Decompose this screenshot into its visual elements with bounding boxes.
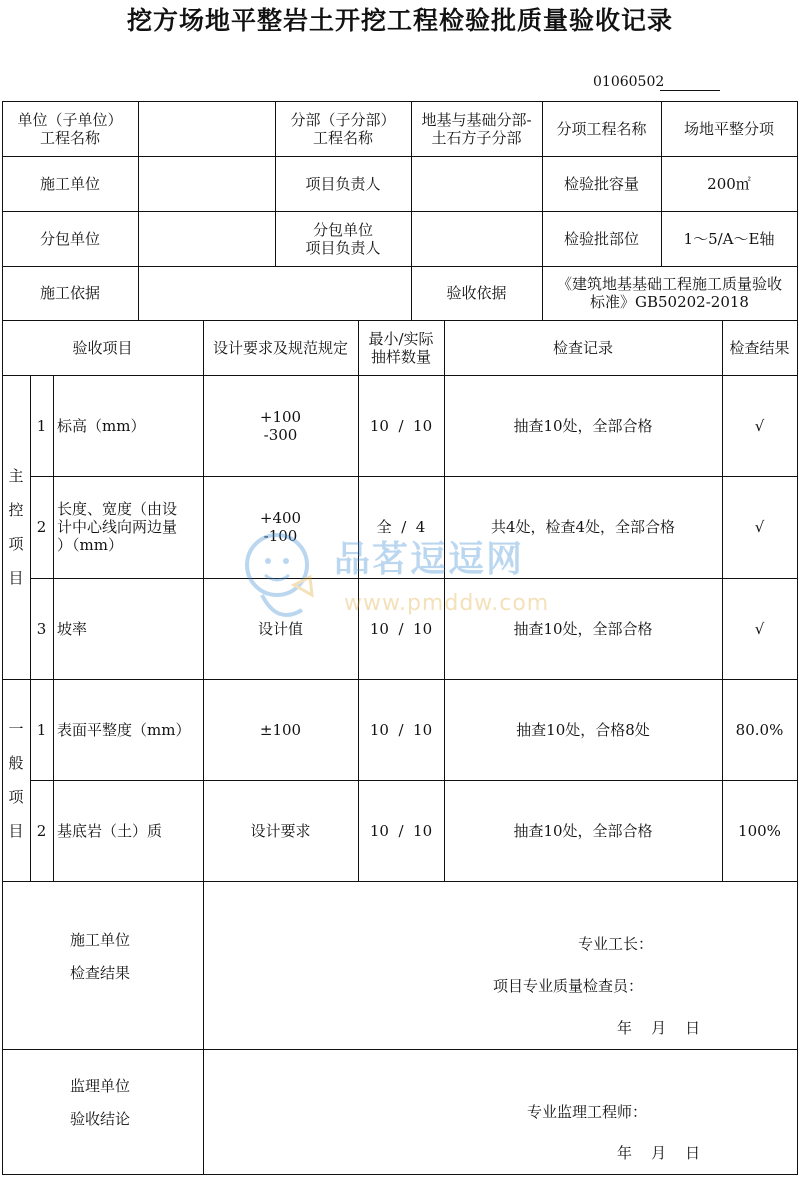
sample-count: 10 / 10 [369,821,433,840]
inspection-record: 抽查10处，全部合格 [513,619,653,638]
subitem-name-value: 场地平整分项 [683,119,774,138]
acceptance-basis-value: 《建筑地基基础工程施工质量验收 标准》GB50202-2018 [556,275,782,311]
row-number: 1 [36,720,47,739]
inspection-result: 100% [738,821,781,840]
col-header-sample: 最小/实际 抽样数量 [368,329,434,366]
supervising-engineer-signature-label: 专业监理工程师： [527,1103,648,1121]
contractor-check-label-line2: 检查结果 [70,964,131,982]
inspection-result: √ [754,518,765,536]
item-name: 基底岩（土）质 [57,821,163,840]
supervisor-label-line2: 验收结论 [70,1110,131,1128]
record-code: 01060502 [593,74,665,90]
acceptance-basis-label: 验收依据 [446,284,507,302]
division-name-label: 分部（子分部） 工程名称 [290,110,396,147]
contractor-date: 年 月 日 [617,1019,701,1037]
design-requirement: ±100 [259,720,302,739]
sample-count: 10 / 10 [369,619,433,638]
inspection-record: 抽查10处，合格8处 [516,720,650,739]
inspection-result: 80.0% [735,720,784,739]
sample-count: 全 / 4 [376,518,426,536]
batch-location-label: 检验批部位 [563,229,639,248]
row-number: 2 [36,821,47,840]
item-name: 表面平整度（mm） [57,720,191,739]
col-header-design: 设计要求及规范规定 [212,338,348,357]
sub-project-manager-label: 分包单位 项目负责人 [305,220,381,257]
col-header-record: 检查记录 [552,338,613,357]
design-requirement: 设计值 [257,619,303,638]
row-number: 3 [36,619,47,638]
design-requirement: +100 -300 [259,407,302,444]
unit-name-value [138,101,275,156]
contractor-value [138,156,275,211]
batch-capacity-label: 检验批容量 [563,174,639,193]
col-header-result: 检查结果 [729,338,790,357]
watermark-url: www.pmddw.com [344,591,550,616]
row-number: 1 [36,416,47,435]
design-requirement: +400 -100 [259,509,302,545]
subcontractor-value [138,211,275,266]
sample-count: 10 / 10 [369,720,433,739]
subcontractor-label: 分包单位 [39,229,100,248]
batch-capacity-value: 200㎡ [707,174,751,193]
row-number: 2 [36,518,47,536]
item-name: 标高（mm） [57,416,146,435]
record-code-underline [660,90,720,91]
project-manager-label: 项目负责人 [305,174,381,193]
inspection-result: √ [754,416,765,435]
contractor-label: 施工单位 [39,174,100,193]
subitem-name-label: 分项工程名称 [556,119,647,138]
quality-inspector-signature-label: 项目专业质量检查员： [493,977,644,995]
construction-basis-label: 施工依据 [39,284,100,302]
construction-basis-value [138,266,411,320]
col-header-item: 验收项目 [72,338,133,357]
inspection-record: 抽查10处，全部合格 [513,416,653,435]
general-group-label: 一 般 项 目 [8,720,24,840]
foreman-signature-label: 专业工长： [578,935,654,953]
sub-project-manager-value [411,211,542,266]
batch-location-value: 1～5/A～E轴 [683,229,775,248]
item-name: 坡率 [57,619,88,638]
inspection-result: √ [754,619,765,638]
unit-name-label: 单位（子单位） 工程名称 [17,110,123,147]
item-name: 长度、宽度（由设 计中心线向两边量 ）（mm） [57,500,178,554]
contractor-check-label-line1: 施工单位 [70,931,131,949]
document-title: 挖方场地平整岩土开挖工程检验批质量验收记录 [126,6,673,35]
division-name-value: 地基与基础分部- 土石方子分部 [421,110,532,147]
main-control-group-label: 主 控 项 目 [8,467,24,587]
inspection-record: 抽查10处，全部合格 [513,821,653,840]
inspection-record: 共4处，检查4处，全部合格 [490,518,676,536]
sample-count: 10 / 10 [369,416,433,435]
watermark-text: 品茗逗逗网 [334,539,525,580]
project-manager-value [411,156,542,211]
supervisor-label-line1: 监理单位 [70,1077,131,1095]
supervisor-date: 年 月 日 [617,1144,701,1162]
design-requirement: 设计要求 [250,821,311,840]
